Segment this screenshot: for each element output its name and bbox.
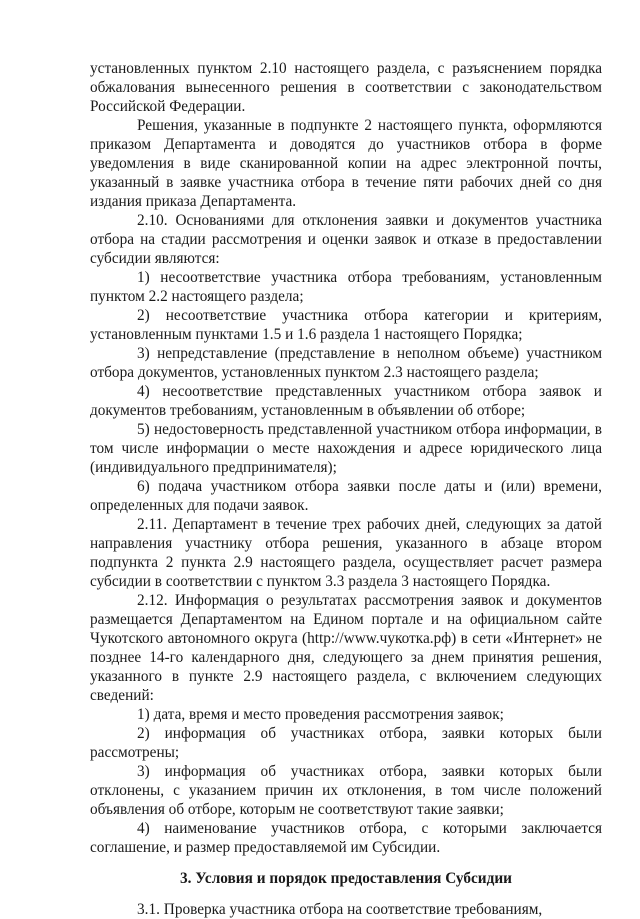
paragraph-2-12: 2.12. Информация о результатах рассмотрения заявок и документов размещается Департаментом на Едином портале и на официальном сайте Чукотского автономного округа (http://www.чукотка.рф) в сети «Интернет» не позднее 14-го календарного дня, следующего за днем принятия решения, указанного в пункте 2.9 настоящего раздела, с включением следующих сведений: (90, 592, 602, 704)
document-text (90, 59, 602, 919)
paragraph-3-1: 3.1. Проверка участника отбора на соответствие требованиям, (137, 901, 543, 918)
paragraph-decisions: Решения, указанные в подпункте 2 настоящего пункта, оформляются приказом Департамента и доводятся до участников отбора в форме уведомления в виде сканированной копии на адрес электронной почты, указанный в заявке участника отбора в течение пяти рабочих дней со дня издания приказа Департамента. (90, 117, 602, 210)
list-item-2-12-3: 3) информация об участниках отбора, заявки которых были отклонены, с указанием причин их отклонения, в том числе положений объявления об отборе, которым не соответствуют такие заявки; (90, 763, 602, 818)
list-item-2-10-3: 3) непредставление (представление в неполном объеме) участником отбора документов, установленных пунктом 2.3 настоящего раздела; (90, 345, 602, 381)
paragraph-continuation: установленных пунктом 2.10 настоящего раздела, с разъяснением порядка обжалования вынесенного решения в соответствии с законодательством Российской Федерации. (90, 60, 602, 115)
paragraph-2-11: 2.11. Департамент в течение трех рабочих дней, следующих за датой направления участнику отбора решения, указанного в абзаце втором подпункта 2 пункта 2.9 настоящего раздела, осуществляет расчет размера субсидии в соответствии с пунктом 3.3 раздела 3 настоящего Порядка. (90, 516, 602, 590)
list-item-2-10-2: 2) несоответствие участника отбора категории и критериям, установленным пунктами 1.5 и 1.6 раздела 1 настоящего Порядка; (90, 307, 602, 343)
section-heading: 3. Условия и порядок предоставления Субсидии (180, 870, 512, 887)
paragraph-2-10: 2.10. Основаниями для отклонения заявки и документов участника отбора на стадии рассмотрения и оценки заявок и отказе в предоставлении субсидии являются: (90, 212, 602, 267)
list-item-2-10-6: 6) подача участником отбора заявки после даты и (или) времени, определенных для подачи заявок. (90, 478, 602, 514)
list-item-2-10-4: 4) несоответствие представленных участником отбора заявок и документов требованиям, установленным в объявлении об отборе; (90, 383, 602, 419)
list-item-2-12-2: 2) информация об участниках отбора, заявки которых были рассмотрены; (90, 725, 602, 761)
list-item-2-12-4: 4) наименование участников отбора, с которыми заключается соглашение, и размер предоставляемой им Субсидии. (90, 820, 602, 856)
list-item-2-12-1: 1) дата, время и место проведения рассмотрения заявок; (137, 706, 504, 723)
list-item-2-10-1: 1) несоответствие участника отбора требованиям, установленным пунктом 2.2 настоящего раздела; (90, 269, 602, 305)
list-item-2-10-5: 5) недостоверность представленной участником отбора информации, в том числе информации о месте нахождения и адресе юридического лица (индивидуального предпринимателя); (90, 421, 602, 476)
